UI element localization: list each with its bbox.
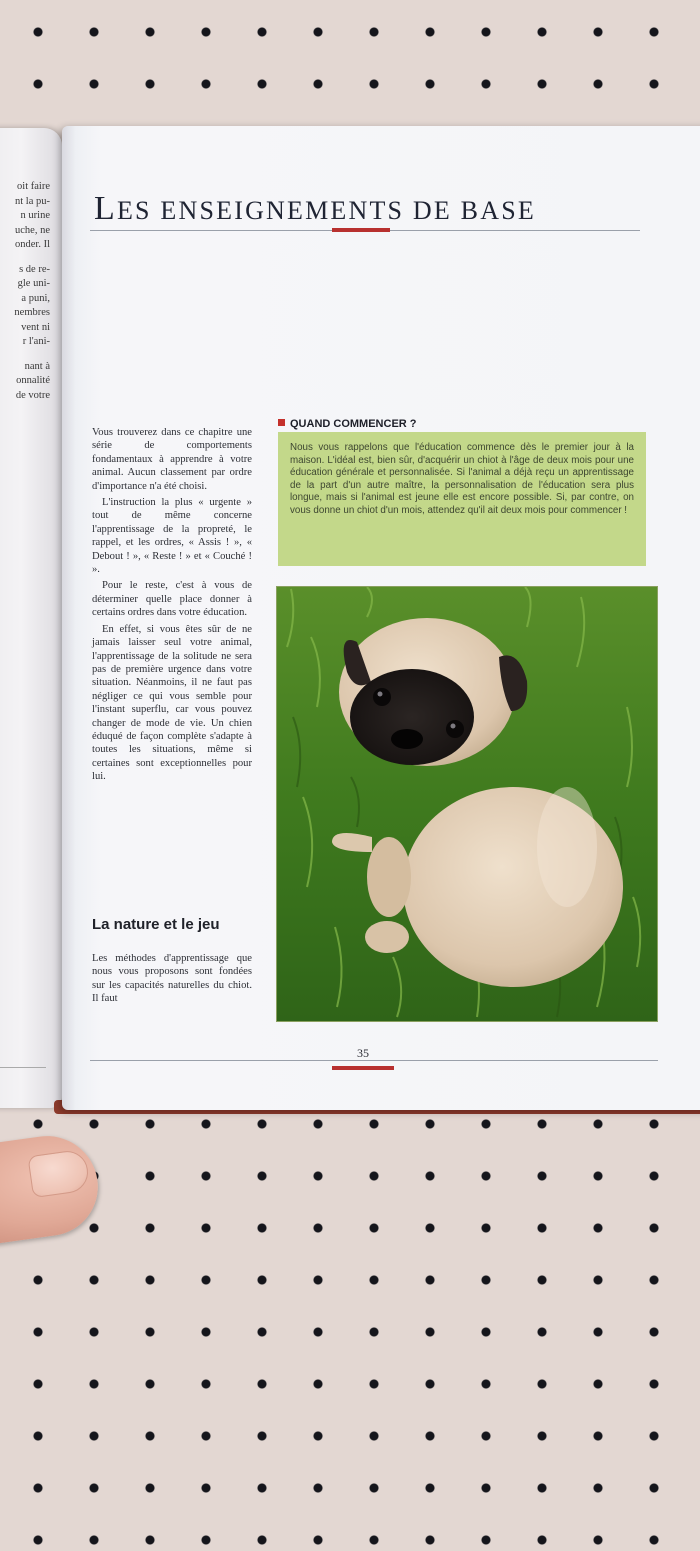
paragraph: L'instruction la plus « urgente » tout de même concerne l'apprentissage de la propreté, le rappel, et les ordres, « Assis ! », « Debout ! », « Reste ! » et « Couché ! ». [92, 497, 252, 576]
left-page-line: uche, ne [15, 224, 50, 236]
title-initial: L [94, 190, 117, 227]
paragraph: En effet, si vous êtes sûr de ne jamais laisser seul votre animal, l'apprentissage de la solitude ne sera pas de première urgence dans votre situation. Néanmoins, il ne faut pas négliger ce qui vous semble pour l'instant superflu, car vous pouvez changer de mode de vie. Un chien éduqué de façon complète s'adapte à toutes les situations, même si certaines sont exceptionnelles pour lui. [92, 623, 252, 783]
red-square-bullet-icon [278, 419, 285, 426]
paragraph: Pour le reste, c'est à vous de déterminer quelle place donner à certains ordres dans votre éducation. [92, 580, 252, 619]
box-heading-label: QUAND COMMENCER ? [290, 418, 417, 430]
left-page-line: r l'ani- [22, 336, 50, 347]
paragraph: Les méthodes d'apprentissage que nous vous proposons sont fondées sur les capacités naturelles du chiot. Il faut [92, 953, 252, 1005]
paragraph: Vous trouverez dans ce chapitre une série de comportements fondamentaux à apprendre à votre animal. Aucun classement par ordre d'importance n'a été choisi. [92, 427, 252, 492]
info-box: Nous vous rappelons que l'éducation commence dès le premier jour à la maison. L'idéal est, bien sûr, d'acquérir un chiot à l'âge de deux mois pour une éducation générale et personnalisée. Si l'animal a déjà reçu un apprentissage de la part d'un autre maître, la personnalisation de l'éducation sera plus longue, mais si l'animal est jeune elle est encore possible. Si, par contre, on vous donne un chiot d'un mois, attendez qu'il ait deux mois pour commencer ! [278, 432, 646, 566]
pug-puppy-photo [276, 586, 658, 1022]
section-subheading: La nature et le jeu [92, 916, 220, 933]
book-page [62, 126, 700, 1110]
left-page-line: n urine [20, 210, 50, 221]
left-page-footer-rule [0, 1067, 46, 1068]
left-page-line: a puni, [21, 292, 50, 304]
left-page-line: nt la pu- [15, 195, 50, 207]
title-accent-bar [332, 228, 390, 232]
left-page-line: nembres [14, 307, 50, 318]
left-page-line: gle uni- [17, 278, 50, 289]
title-rest: ES ENSEIGNEMENTS DE BASE [116, 196, 536, 225]
footer-accent-bar [332, 1066, 394, 1070]
left-page-line: oit faire [17, 181, 50, 192]
box-heading [278, 418, 417, 430]
left-page-line: onnalité [16, 375, 50, 386]
left-page-line: nant à [24, 360, 50, 372]
page-number: 35 [357, 1046, 369, 1060]
left-page-line: s de re- [19, 263, 50, 275]
page-title [94, 190, 536, 228]
left-page-line: onder. Il [15, 239, 50, 250]
subsection-text [92, 952, 252, 1006]
thumbnail-nail [27, 1148, 90, 1198]
left-column-text [92, 426, 252, 787]
thumb [0, 1129, 104, 1250]
left-facing-page [0, 128, 62, 1108]
left-page-line: vent ni [21, 321, 50, 333]
left-page-line: de votre [15, 389, 50, 401]
left-page-text [2, 180, 50, 403]
